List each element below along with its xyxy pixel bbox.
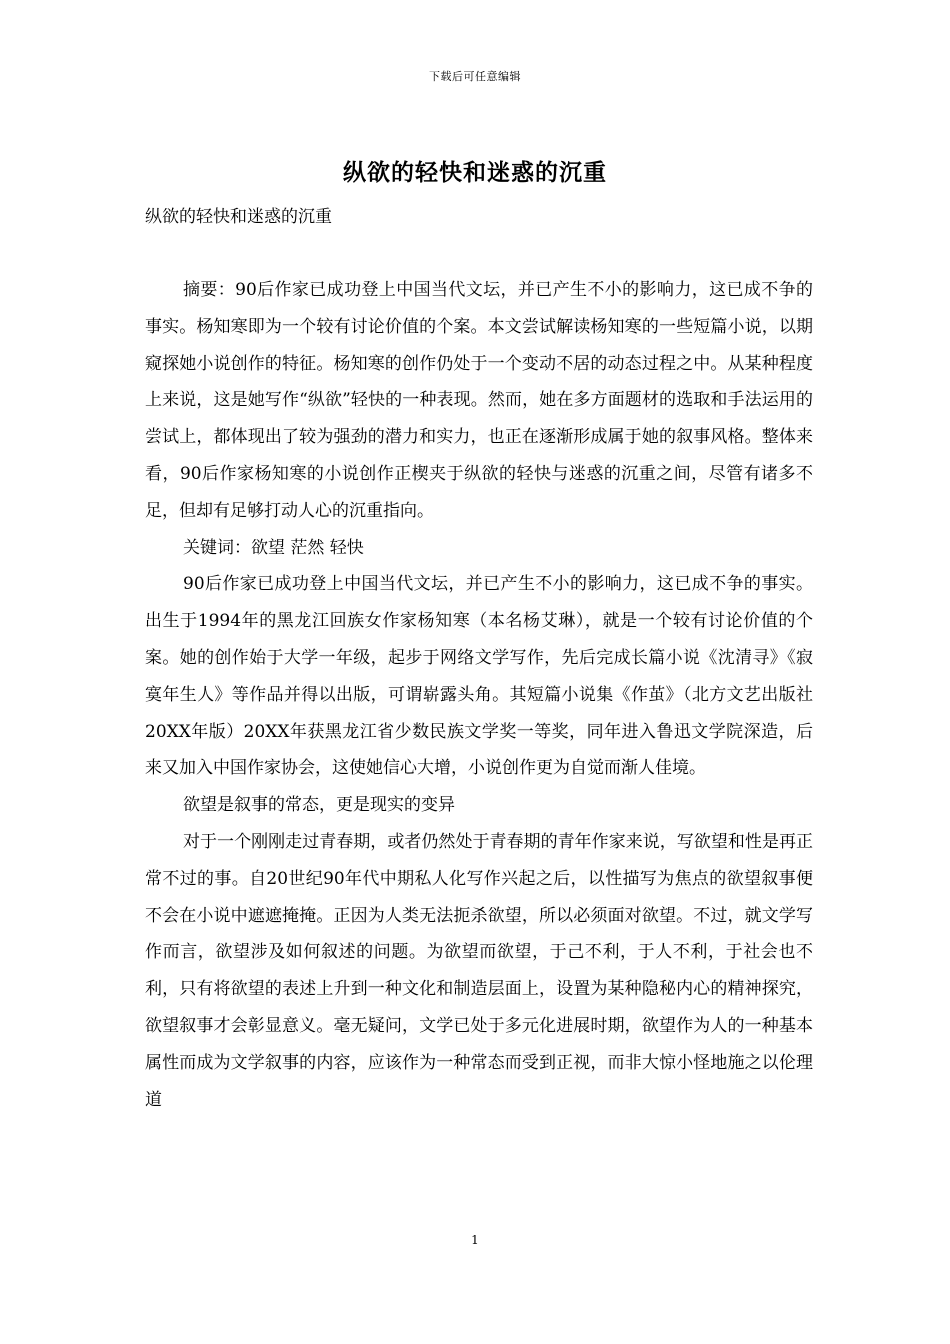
keywords-paragraph: 关键词：欲望 茫然 轻快 xyxy=(183,537,364,558)
document-title: 纵欲的轻快和迷惑的沉重 xyxy=(343,159,607,186)
document-subtitle: 纵欲的轻快和迷惑的沉重 xyxy=(145,207,332,227)
header-note: 下载后可任意编辑 xyxy=(429,70,521,83)
page-number: 1 xyxy=(471,1233,479,1247)
abstract-paragraph: 摘要：90后作家已成功登上中国当代文坛，并已产生不小的影响力，这已成不争的事实。杨知寒即为一个较有讨论价值的个案。本文尝试解读杨知寒的一些短篇小说，以期窥探她小说创作的特征。杨知寒的创作仍处于一个变动不居的动态过程之中。从某种程度上来说，这是她写作“纵欲”轻快的一种表现。然而，她在多方面题材的选取和手法运用的尝试上，都体现出了较为强劲的潜力和实力，也正在逐渐形成属于她的叙事风格。整体来看，90后作家杨知寒的小说创作正楔夹于纵欲的轻快与迷惑的沉重之间，尽管有诸多不足，但却有足够打动人心的沉重指向。 xyxy=(145,280,813,521)
document-body xyxy=(145,272,813,1118)
section-heading: 欲望是叙事的常态，更是现实的变异 xyxy=(183,795,455,816)
body-paragraph: 90后作家已成功登上中国当代文坛，并已产生不小的影响力，这已成不争的事实。出生于1994年的黑龙江回族女作家杨知寒（本名杨艾琳），就是一个较有讨论价值的个案。她的创作始于大学一年级，起步于网络文学写作，先后完成长篇小说《沈清寻》《寂寞年生人》等作品并得以出版，可谓崭露头角。其短篇小说集《作茧》（北方文艺出版社20XX年版）20XX年获黑龙江省少数民族文学奖一等奖，同年进入鲁迅文学院深造，后来又加入中国作家协会，这使她信心大增，小说创作更为自觉而渐人佳境。 xyxy=(145,574,813,779)
body-paragraph: 对于一个刚刚走过青春期，或者仍然处于青春期的青年作家来说，写欲望和性是再正常不过的事。自20世纪90年代中期私人化写作兴起之后，以性描写为焦点的欲望叙事便不会在小说中遮遮掩掩。正因为人类无法扼杀欲望，所以必须面对欲望。不过，就文学写作而言，欲望涉及如何叙述的问题。为欲望而欲望，于己不利，于人不利，于社会也不利，只有将欲望的表述上升到一种文化和制造层面上，设置为某种隐秘内心的精神探究，欲望叙事才会彰显意义。毫无疑问，文学已处于多元化进展时期，欲望作为人的一种基本属性而成为文学叙事的内容，应该作为一种常态而受到正视，而非大惊小怪地施之以伦理道 xyxy=(145,831,813,1110)
